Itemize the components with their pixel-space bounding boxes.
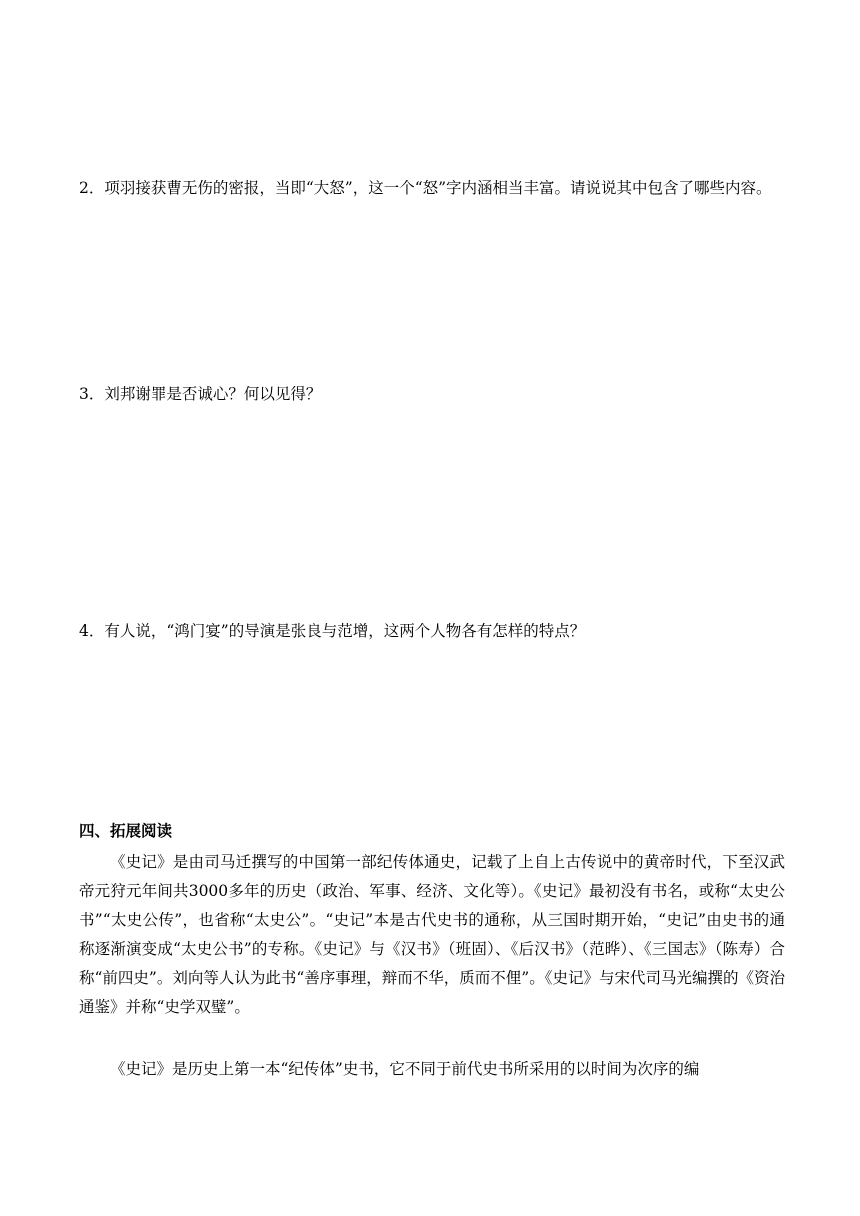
- reading-paragraph-2: 《史记》是历史上第一本“纪传体”史书，它不同于前代史书所采用的以时间为次序的编: [110, 1060, 700, 1078]
- question-4: 4．有人说，“鸿门宴”的导演是张良与范增，这两个人物各有怎样的特点？: [79, 622, 586, 640]
- section-title: 四、拓展阅读: [79, 822, 173, 840]
- reading-paragraph-1: 《史记》是由司马迁撰写的中国第一部纪传体通史，记载了上自上古传说中的黄帝时代，下至汉武帝元狩元年间共3000多年的历史（政治、军事、经济、文化等）。《史记》最初没有书名，或称“太史公书”“太史公传”，也省称“太史公”。“史记”本是古代史书的通称，从三国时期开始，“史记”由史书的通称逐渐演变成“太史公书”的专称。《史记》与《汉书》（班固）、《后汉书》（范晔）、《三国志》（陈寿）合称“前四史”。刘向等人认为此书“善序事理，辩而不华，质而不俚”。《史记》与宋代司马光编撰的《资治通鉴》并称“史学双璧”。: [79, 853, 785, 1016]
- question-2: 2．项羽接获曹无伤的密报，当即“大怒”，这一个“怒”字内涵相当丰富。请说说其中包含了哪些内容。: [79, 179, 772, 197]
- question-3: 3．刘邦谢罪是否诚心？何以见得？: [79, 385, 322, 403]
